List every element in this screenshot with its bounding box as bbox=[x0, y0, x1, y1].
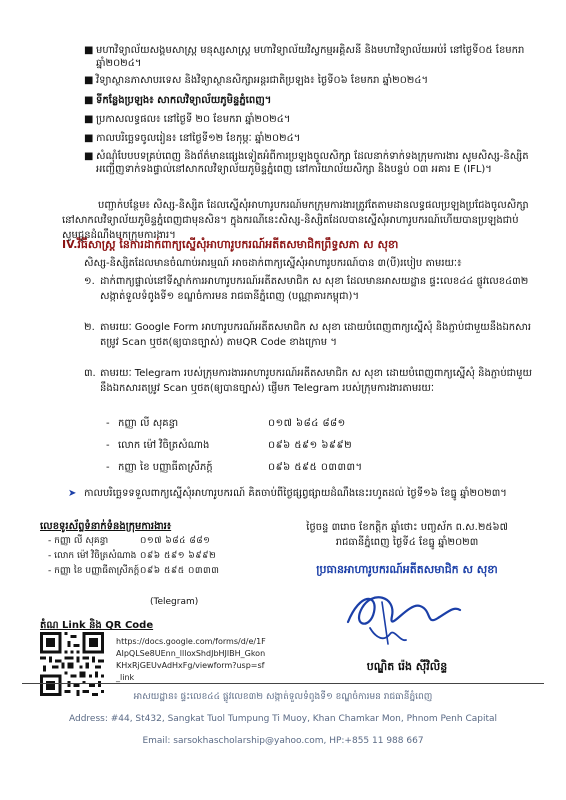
signatory-title: ប្រធានអាហារូបករណ៍អតីតសមាជិក ស សុខា bbox=[316, 563, 498, 576]
method-number: ២. bbox=[84, 322, 95, 333]
footer-divider bbox=[22, 683, 544, 684]
link-section-title: តំណ Link និង QR Code bbox=[40, 620, 154, 631]
bullet-icon: ■ bbox=[84, 114, 94, 125]
bullet-icon: ■ bbox=[84, 75, 94, 86]
method-number: ១. bbox=[84, 276, 95, 287]
method-number: ៣. bbox=[84, 368, 96, 379]
method-item bbox=[84, 366, 534, 396]
info-phone: ០៩៦ ៥៩៥ ០៣៣៣ bbox=[140, 566, 220, 576]
arrow-right-icon: ➤ bbox=[68, 488, 77, 499]
lunar-date: ថ្ងៃចន្ទ ៣រោច ខែកត្តិក ឆ្នាំថោះ បញ្ចស័ក ព.ស.២៥៦៧ bbox=[306, 522, 508, 533]
section-title: IV.វិធីសាស្ត្រ នៃការដាក់ពាក្យស្នើសុំអាហារូបករណ៍អតីតសមាជិកព្រឹទ្ធសភា ស សុខា bbox=[62, 238, 399, 251]
bullet-text: កាលបរិច្ឆេទចូលរៀន៖ នៅថ្ងៃទី១២ ខែកុម្ភៈ ឆ្នាំ២០២៤។ bbox=[96, 133, 301, 144]
footer-address-en: Address: #44, St432, Sangkat Tuol Tumpung Ti Muoy, Khan Chamkar Mon, Phnom Penh Capital bbox=[68, 714, 498, 724]
bullet-text: មហាវិទ្យាល័យសង្គមសាស្ត្រ មនុស្សសាស្ត្រ មហាវិទ្យាល័យវិស្វកម្មអគ្គិសនី និងមហាវិទ្យាល័យអប់រំ នៅថ្ងៃទី០៥ ខែមករា ឆ្នាំ២០២៤។ bbox=[96, 45, 525, 69]
info-phone: ០៩៦ ៥៩១ ៦៩៩២ bbox=[140, 551, 217, 561]
method-item bbox=[84, 320, 534, 350]
bullet-text: ទីកន្លែងប្រឡង៖ សាកលវិទ្យាល័យភូមិន្ទភ្នំពេញ។ bbox=[96, 95, 272, 106]
signature-icon bbox=[330, 582, 470, 652]
date-block bbox=[272, 520, 542, 550]
bullet-icon: ■ bbox=[84, 133, 94, 144]
deadline-text: កាលបរិច្ឆេទទទួលពាក្យស្នើសុំអាហារូបករណ៍ គិតចាប់ពីថ្ងៃផ្សព្វផ្សាយដំណឹងនេះរហូតដល់ ថ្ងៃទី១៦ ខែធ្នូ ឆ្នាំ២០២៣។ bbox=[84, 488, 507, 499]
bullet-item bbox=[84, 44, 536, 70]
footer-address-kh: អាសយដ្ឋាន៖ ផ្ទះលេខ៤៤ ផ្លូវលេខ៣២ សង្កាត់ទួលទំពូងទី១ ខណ្ឌចំការមន រាជធានីភ្នំពេញ bbox=[133, 692, 433, 702]
section-intro: សិស្ស-និស្សិតដែលមានចំណាប់អារម្មណ៍ អាចដាក់ពាក្យស្នើសុំអាហារូបករណ៍បាន ៣(បី)របៀប តាមរយៈ៖ bbox=[84, 258, 462, 269]
method-text: តាមរយៈ Google Form អាហារូបករណ៍អតីតសមាជិក ស សុខា ដោយបំពេញពាក្យស្នើសុំ និងភ្ជាប់ជាមួយនឹងឯកសារតម្រូវ Scan ឬថត(ឲ្យបានច្បាស់) តាមQR Code ខាងក្រោម ។ bbox=[100, 322, 532, 348]
contact-phone: ០១៧ ៦៨៤ ៨៨១ bbox=[268, 418, 346, 429]
info-name: - កញ្ញា ខៃ បញ្ញាធីតាស្រីភក្ត៍ bbox=[48, 566, 140, 576]
footer-contact: Email: sarsokhascholarship@yahoo.com, HP:+855 11 988 667 bbox=[142, 736, 424, 746]
bullet-text: វិទ្យាស្ថានភាសាបរទេស និងវិទ្យាស្ថានសិក្សាអន្តរជាតិប្រឡង៖ ថ្ងៃទី០៦ ខែមករា ឆ្នាំ២០២៤។ bbox=[96, 75, 429, 86]
info-name: - កញ្ញា លី សុគន្ធា bbox=[48, 536, 109, 546]
info-phone: ០១៧ ៦៨៤ ៨៨១ bbox=[140, 536, 211, 546]
qr-code-icon[interactable] bbox=[40, 632, 104, 696]
dash-icon: - bbox=[106, 418, 110, 429]
info-name: - លោក ម៉ៅ វិចិត្រសំណាង bbox=[48, 551, 137, 561]
method-text: តាមរយៈ Telegram របស់ក្រុមការងារអាហារូបករណ៍អតីតសមាជិក ស សុខា ដោយបំពេញពាក្យស្នើសុំ និងភ្ជាប់ជាមួយនឹងឯកសារតម្រូវ Scan ឬថត(ឲ្យបានច្បាស់) ផ្ញើមក Telegram របស់ក្រុមការងារតាមរយៈ bbox=[100, 368, 533, 394]
gregorian-date: រាជធានីភ្នំពេញ ថ្ងៃទី៤ ខែធ្នូ ឆ្នាំ២០២៣ bbox=[335, 537, 479, 548]
bullet-icon: ■ bbox=[84, 151, 94, 162]
bullet-item bbox=[84, 94, 536, 107]
deadline-item bbox=[68, 486, 534, 501]
bullet-item bbox=[84, 150, 536, 176]
info-row bbox=[40, 534, 240, 549]
bullet-icon: ■ bbox=[84, 95, 94, 106]
bullet-item bbox=[84, 113, 536, 126]
signer-name: បណ្ឌិត រ៉េង ស៊ីវិលិន្ទ bbox=[366, 660, 448, 673]
bullet-item bbox=[84, 132, 536, 145]
form-link[interactable]: https://docs.google.com/forms/d/e/1FAIpQLSe8UEnn_llloxShdJbHJlBH_GkonKHxRjGEUvAdHxFg/viewform?usp=sf_link bbox=[116, 637, 266, 682]
dash-icon: - bbox=[106, 462, 110, 473]
telegram-label: (Telegram) bbox=[150, 597, 199, 607]
contact-name: កញ្ញា លី សុគន្ធា bbox=[118, 418, 179, 429]
contact-name: កញ្ញា ខៃ បញ្ញាធីតាស្រីភក្ត៍ bbox=[118, 462, 213, 473]
contact-info-box bbox=[40, 520, 240, 579]
method-text: ដាក់ពាក្យផ្ទាល់នៅទីស្នាក់ការអាហារូបករណ៍អតីតសមាជិក ស សុខា ដែលមានអាសយដ្ឋាន ផ្ទះលេខ៤៤ ផ្លូវលេខ៤៣២ សង្កាត់ទួលទំពូងទី១ ខណ្ឌចំការមន រាជធានីភ្នំពេញ (បណ្ណាគារកម្ពុជា)។ bbox=[100, 276, 529, 302]
contact-name: លោក ម៉ៅ វិចិត្រសំណាង bbox=[118, 440, 210, 451]
bullet-text: សំណុំបែបបទគ្រប់ពេញ និងព័ត៌មានផ្សេងទៀតអំពីការប្រឡងចូលសិក្សា ដែលនាក់ទាក់ទងក្រុមការងារ សូមសិស្ស-និស្សិតអញ្ជើញទាក់ទងផ្ទាល់នៅសាកលវិទ្យាល័យភូមិន្ទភ្នំពេញ នៅការិយាល័យសិក្សា និងបន្ទប់ ០៣ អគារ E (IFL)។ bbox=[96, 151, 529, 175]
dash-icon: - bbox=[106, 440, 110, 451]
info-box-title: លេខទូរស័ព្ទទំនាក់ទំនងក្រុមការងារ៖ bbox=[40, 521, 172, 532]
bullet-item bbox=[84, 74, 536, 87]
contact-phone: ០៩៦ ៥៩១ ៦៩៩២ bbox=[268, 440, 353, 451]
contact-phone: ០៩៦ ៥៩៥ ០៣៣៣។ bbox=[268, 462, 363, 473]
note-paragraph: បញ្ជាក់បន្ថែម៖ សិស្ស-និស្សិត ដែលស្នើសុំអាហារូបករណ៍មកក្រុមការងារត្រូវតែតាមដានលទ្ធផលប្រឡងប្រជែងចូលសិក្សានៅសាកលវិទ្យាល័យភូមិន្ទភ្នំពេញជាមុនសិន។ ក្នុងករណីនេះសិស្ស-និស្សិតដែលបានស្នើសុំអាហារូបករណ៍ហើយបានប្រឡងជាប់ សូមជូនដំណឹងមកក្រុមការងារ។ bbox=[62, 200, 529, 241]
bullet-text: ប្រកាសលទ្ធផល៖ នៅថ្ងៃទី ២០ ខែមករា ឆ្នាំ២០២៤។ bbox=[96, 114, 291, 125]
bullet-icon: ■ bbox=[84, 45, 94, 56]
info-row bbox=[40, 549, 240, 564]
info-row bbox=[40, 564, 240, 579]
method-item bbox=[84, 274, 534, 304]
